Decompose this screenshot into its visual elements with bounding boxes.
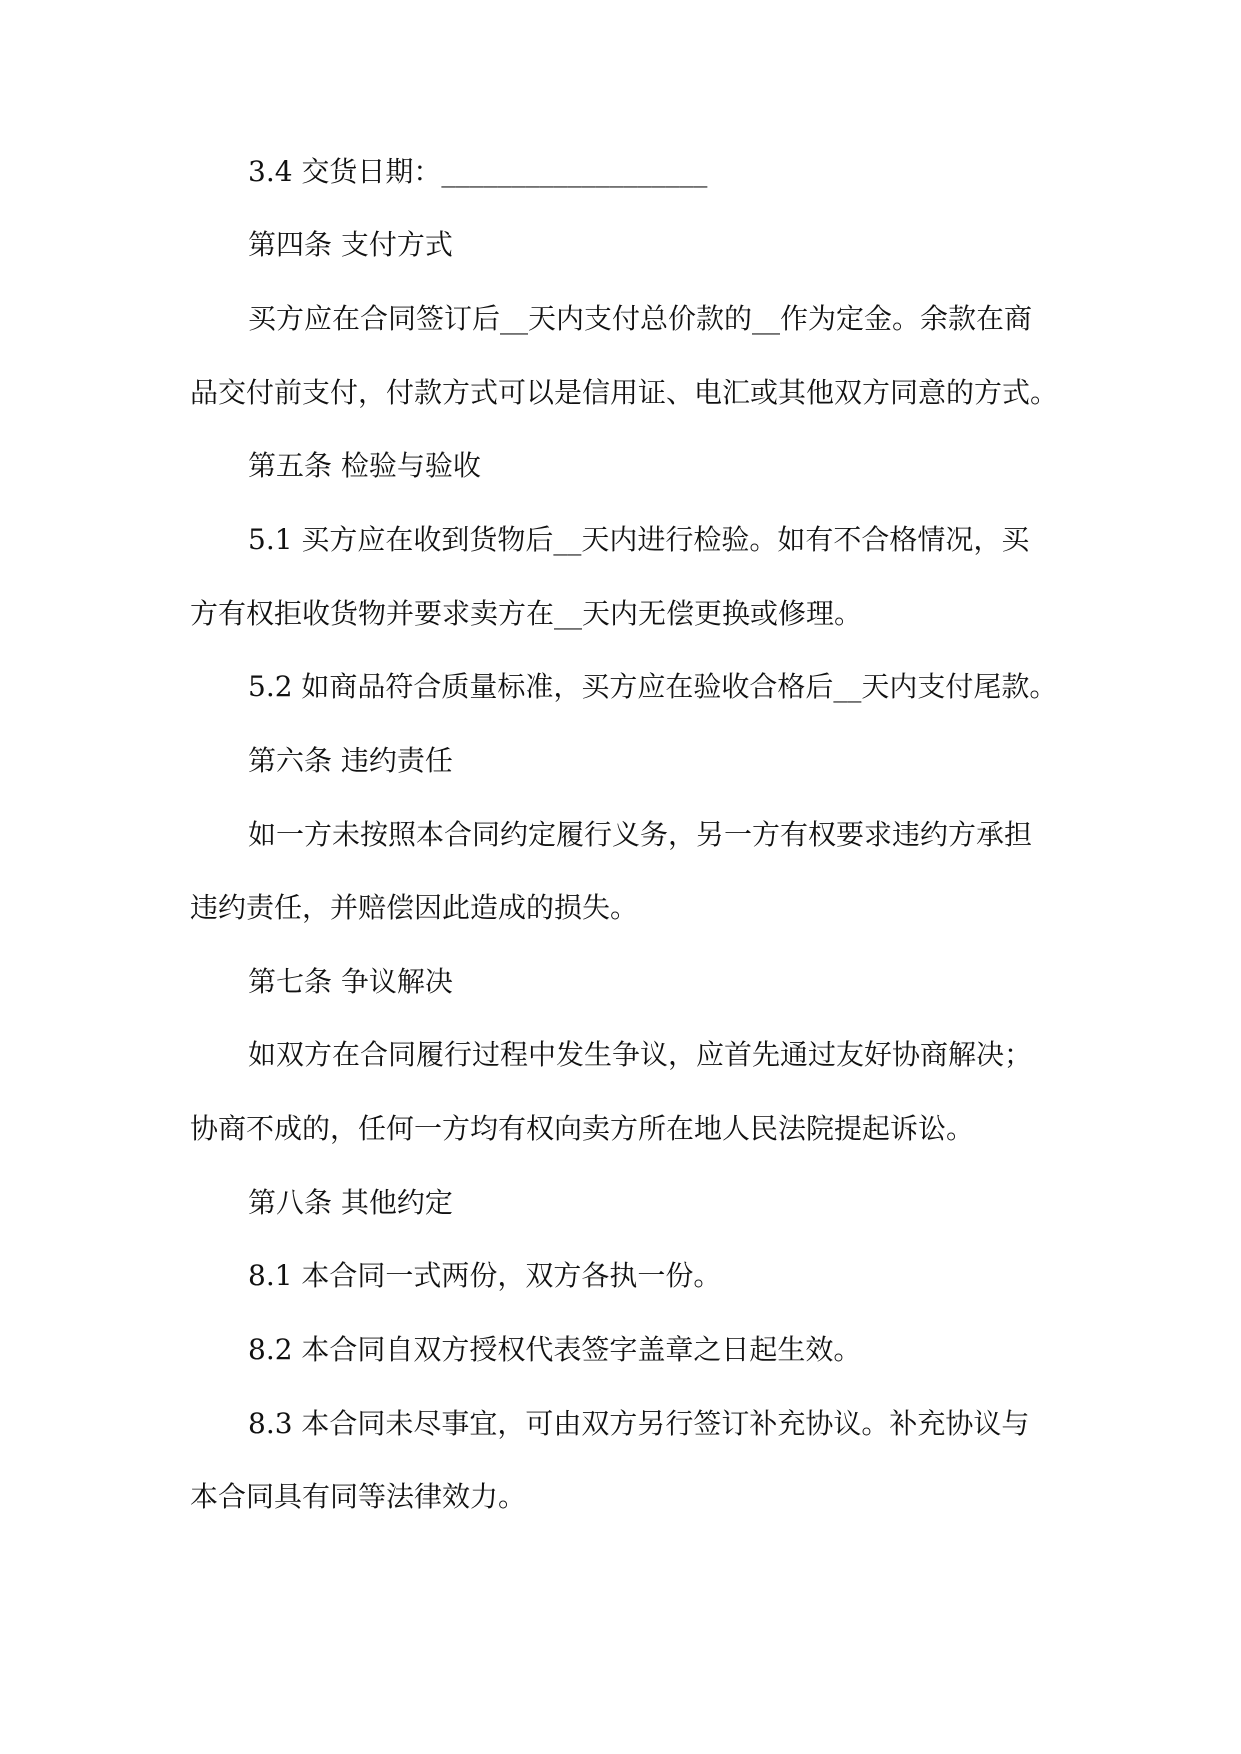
clause-8-1: 8.1 本合同一式两份，双方各执一份。 bbox=[248, 1259, 722, 1292]
clause-5-2: 5.2 如商品符合质量标准，买方应在验收合格后__天内支付尾款。 bbox=[248, 670, 1058, 703]
clause-8-3-line-2: 本合同具有同等法律效力。 bbox=[190, 1480, 527, 1513]
clause-5-1-line-2: 方有权拒收货物并要求卖方在__天内无偿更换或修理。 bbox=[190, 597, 863, 630]
article-7-heading: 第七条 争议解决 bbox=[248, 965, 453, 998]
article-6-paragraph-line-2: 违约责任，并赔偿因此造成的损失。 bbox=[190, 891, 639, 924]
article-4-paragraph-line-2: 品交付前支付，付款方式可以是信用证、电汇或其他双方同意的方式。 bbox=[190, 376, 1059, 409]
article-6-heading: 第六条 违约责任 bbox=[248, 744, 453, 777]
clause-8-2: 8.2 本合同自双方授权代表签字盖章之日起生效。 bbox=[248, 1333, 862, 1366]
article-6-paragraph-line-1: 如一方未按照本合同约定履行义务，另一方有权要求违约方承担 bbox=[248, 818, 1033, 851]
article-7-paragraph-line-2: 协商不成的，任何一方均有权向卖方所在地人民法院提起诉讼。 bbox=[190, 1112, 975, 1145]
article-5-heading: 第五条 检验与验收 bbox=[248, 449, 481, 482]
article-4-heading: 第四条 支付方式 bbox=[248, 228, 453, 261]
clause-8-3-line-1: 8.3 本合同未尽事宜，可由双方另行签订补充协议。补充协议与 bbox=[248, 1407, 1030, 1440]
clause-5-1-line-1: 5.1 买方应在收到货物后__天内进行检验。如有不合格情况，买 bbox=[248, 523, 1030, 556]
article-4-paragraph-line-1: 买方应在合同签订后__天内支付总价款的__作为定金。余款在商 bbox=[248, 302, 1033, 335]
article-8-heading: 第八条 其他约定 bbox=[248, 1186, 453, 1219]
clause-3-4-delivery-date: 3.4 交货日期：___________________ bbox=[248, 155, 708, 188]
article-7-paragraph-line-1: 如双方在合同履行过程中发生争议，应首先通过友好协商解决； bbox=[248, 1038, 1033, 1071]
